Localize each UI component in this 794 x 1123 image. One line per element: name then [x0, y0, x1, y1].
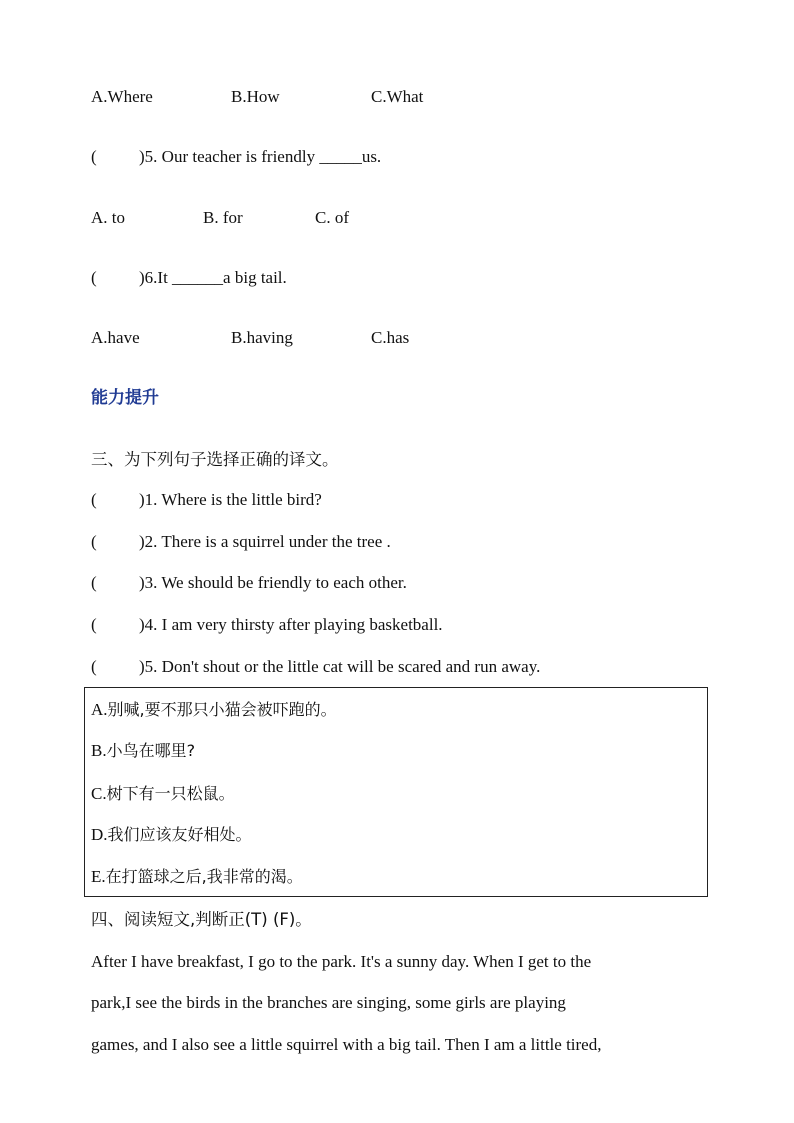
- item-text: )2. There is a squirrel under the tree .: [139, 532, 391, 551]
- part3-heading: 三、为下列句子选择正确的译文。: [91, 450, 339, 469]
- answer-blank: (: [91, 490, 97, 509]
- part3-item-1: [91, 489, 322, 511]
- passage-line-3: games, and I also see a little squirrel with a big tail. Then I am a little tired,: [91, 1035, 602, 1054]
- question-text: )5. Our teacher is friendly _____us.: [139, 147, 382, 166]
- answer-blank: (: [91, 268, 97, 287]
- q5-option-c: C. of: [315, 208, 349, 227]
- question-5: [91, 146, 381, 168]
- choice-letter: D.: [91, 825, 108, 844]
- choice-letter: A.: [91, 700, 108, 719]
- q5-option-a: A. to: [91, 208, 125, 227]
- answer-blank: (: [91, 573, 97, 592]
- item-text: )4. I am very thirsty after playing basketball.: [139, 615, 443, 634]
- part3-item-2: [91, 531, 391, 553]
- answer-blank: (: [91, 615, 97, 634]
- choice-text: 树下有一只松鼠。: [106, 784, 235, 803]
- choice-letter: C.: [91, 784, 107, 803]
- q4-option-c: C.What: [371, 87, 424, 106]
- q6-option-a: A.have: [91, 328, 140, 347]
- part4-heading: 四、阅读短文,判断正(T) (F)。: [91, 910, 312, 929]
- choice-d: [91, 824, 252, 846]
- answer-blank: (: [91, 657, 97, 676]
- choice-e: [91, 866, 303, 888]
- choice-letter: B.: [91, 741, 107, 760]
- part3-item-5: [91, 656, 540, 678]
- answer-blank: (: [91, 147, 97, 166]
- q4-option-b: B.How: [231, 87, 280, 106]
- q5-option-b: B. for: [203, 208, 243, 227]
- q4-option-a: A.Where: [91, 87, 153, 106]
- item-text: )1. Where is the little bird?: [139, 490, 322, 509]
- choice-text: 在打篮球之后,我非常的渴。: [105, 867, 303, 886]
- choice-letter: E.: [91, 867, 106, 886]
- passage-line-1: After I have breakfast, I go to the park. It's a sunny day. When I get to the: [91, 952, 592, 971]
- translation-choices-box: [84, 687, 708, 897]
- answer-blank: (: [91, 532, 97, 551]
- section-title: 能力提升: [91, 388, 159, 408]
- q6-option-b: B.having: [231, 328, 293, 347]
- part3-item-3: [91, 572, 407, 594]
- choice-c: [91, 783, 235, 805]
- choice-b: [91, 740, 195, 762]
- choice-text: 小鸟在哪里?: [106, 741, 196, 760]
- part3-item-4: [91, 614, 443, 636]
- q6-option-c: C.has: [371, 328, 410, 347]
- question-text: )6.It ______a big tail.: [139, 268, 287, 287]
- item-text: )5. Don't shout or the little cat will be scared and run away.: [139, 657, 541, 676]
- choice-text: 我们应该友好相处。: [107, 825, 252, 844]
- passage-line-2: park,I see the birds in the branches are singing, some girls are playing: [91, 993, 566, 1012]
- question-6: [91, 267, 287, 289]
- choice-text: 别喊,要不那只小猫会被吓跑的。: [107, 700, 337, 719]
- item-text: )3. We should be friendly to each other.: [139, 573, 407, 592]
- choice-a: [91, 699, 337, 721]
